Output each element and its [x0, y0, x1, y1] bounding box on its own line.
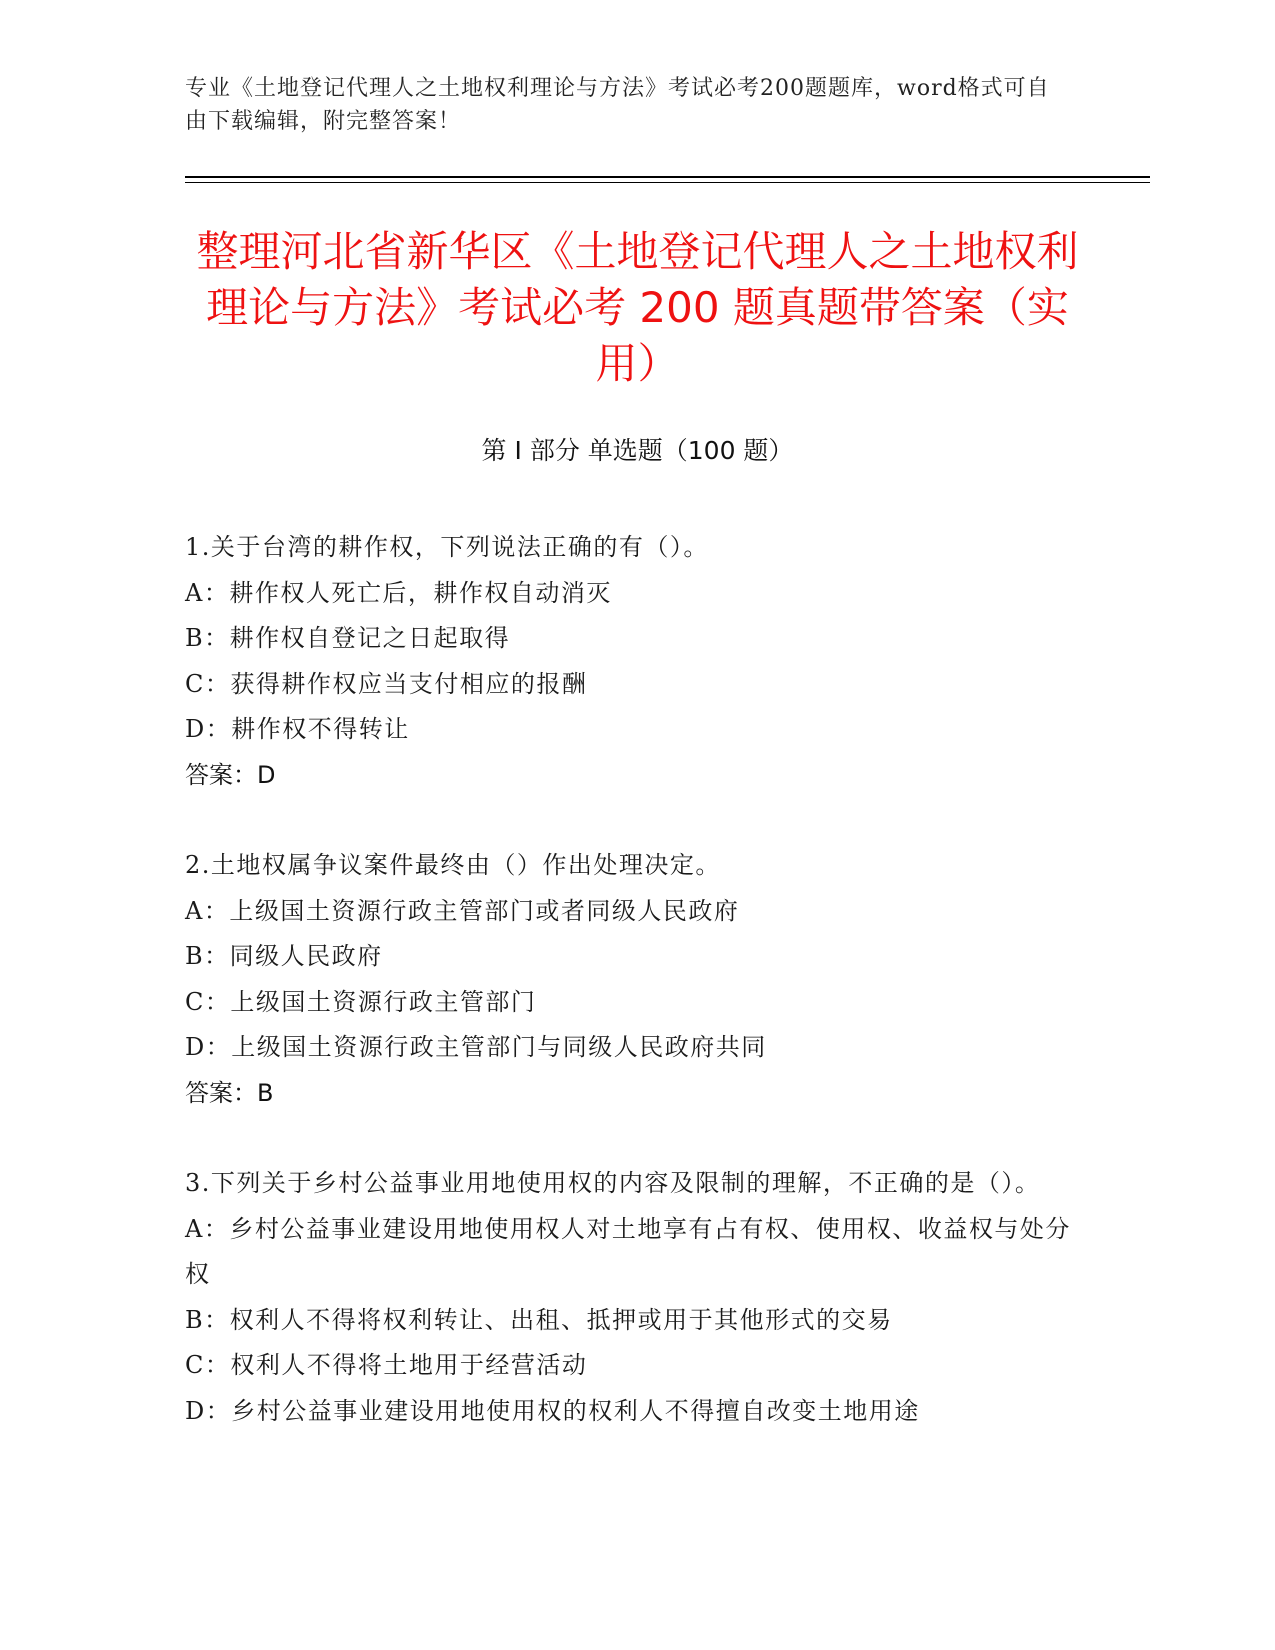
option-d: D：上级国土资源行政主管部门与同级人民政府共同: [185, 1033, 767, 1061]
option-c: C：获得耕作权应当支付相应的报酬: [185, 669, 588, 698]
option-b: B：权利人不得将权利转让、出租、抵押或用于其他形式的交易: [185, 1305, 893, 1334]
option-b: B：耕作权自登记之日起取得: [185, 624, 511, 652]
header-rule-thick: [185, 176, 1150, 178]
question-list: [185, 525, 1075, 1479]
question-stem: 1.关于台湾的耕作权，下列说法正确的有（）。: [185, 533, 709, 561]
option-d: D：耕作权不得转让: [185, 715, 410, 743]
document-title: 整理河北省新华区《土地登记代理人之土地权利理论与方法》考试必考 200 题真题带答案（实用）: [196, 227, 1079, 388]
option-a: A：乡村公益事业建设用地使用权人对土地享有占有权、使用权、收益权与处分权: [185, 1214, 1071, 1288]
question-1: [185, 525, 1075, 798]
option-c: C：上级国土资源行政主管部门: [185, 987, 537, 1016]
option-a: A：耕作权人死亡后，耕作权自动消灭: [185, 578, 612, 607]
header-rule-thin: [185, 182, 1150, 183]
question-stem: 2.土地权属争议案件最终由（）作出处理决定。: [185, 851, 721, 879]
answer: 答案：D: [185, 760, 276, 789]
header-note: 专业《土地登记代理人之土地权利理论与方法》考试必考200题题库，word格式可自由下载编辑，附完整答案！: [185, 76, 1050, 134]
option-b: B：同级人民政府: [185, 942, 383, 970]
question-3: [185, 1161, 1075, 1434]
section-title: 第 I 部分 单选题（100 题）: [481, 436, 794, 465]
answer: 答案：B: [185, 1078, 274, 1107]
option-d: D：乡村公益事业建设用地使用权的权利人不得擅自改变土地用途: [185, 1396, 920, 1425]
question-2: [185, 843, 1075, 1116]
option-a: A：上级国土资源行政主管部门或者同级人民政府: [185, 896, 740, 925]
question-stem: 3.下列关于乡村公益事业用地使用权的内容及限制的理解，不正确的是（）。: [185, 1169, 1041, 1197]
option-c: C：权利人不得将土地用于经营活动: [185, 1351, 588, 1379]
